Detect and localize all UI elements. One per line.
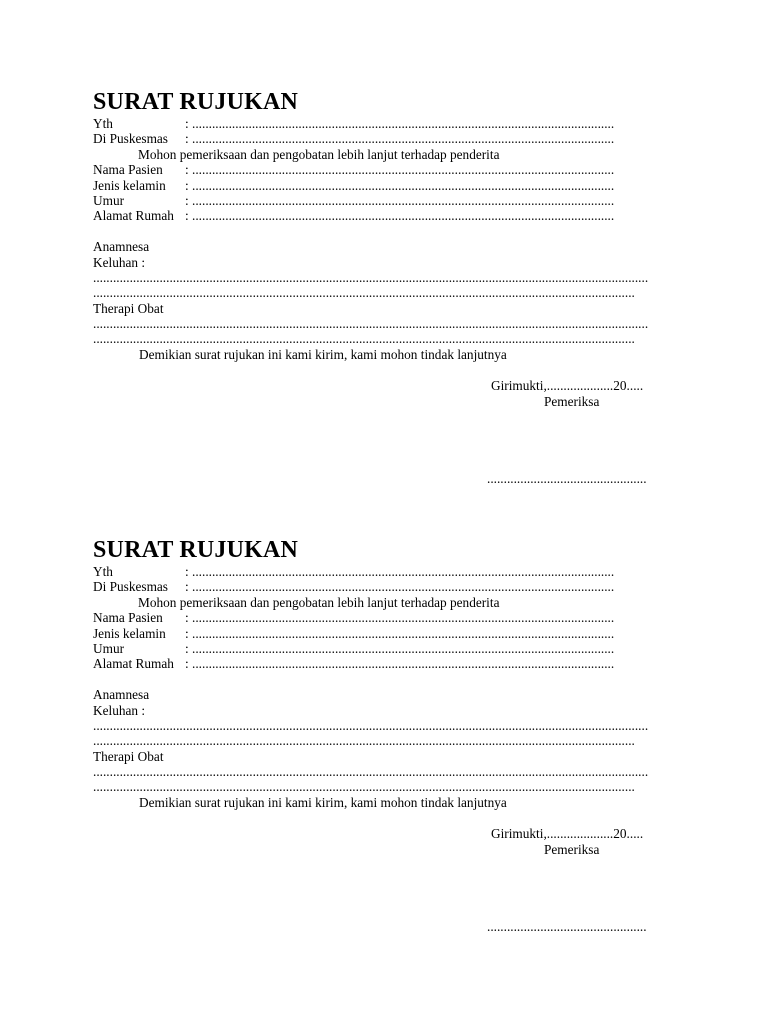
yth-label: Yth [93, 116, 113, 131]
form-title: SURAT RUJUKAN [93, 89, 299, 115]
keluhan-dots-1: ....................................................................................................................................................................... [93, 717, 649, 733]
jenis-dots: : ............................................................................................................................... [185, 177, 615, 193]
umur-dots: : ............................................................................................................................... [185, 192, 615, 208]
alamat-label: Alamat Rumah [93, 656, 174, 672]
umur-label: Umur [93, 640, 125, 656]
anamnesa-label: Anamnesa [93, 687, 150, 703]
field-jenis-kelamin [93, 626, 693, 641]
keluhan-dots-2: ................................................................................................................................................................... [93, 733, 635, 749]
field-yth [93, 116, 693, 131]
nama-label: Nama Pasien [93, 610, 163, 626]
keluhan-label: Keluhan : [93, 254, 146, 270]
jenis-dots: : ............................................................................................................................... [185, 625, 615, 641]
request-text: Mohon pemeriksaan dan pengobatan lebih lanjut terhadap penderita [138, 594, 500, 610]
field-nama-pasien [93, 162, 693, 177]
keluhan-dots-1: ....................................................................................................................................................................... [93, 269, 649, 285]
signature-line: ................................................ [487, 471, 647, 486]
puskesmas-label: Di Puskesmas [93, 131, 168, 147]
examiner-label: Pemeriksa [544, 394, 600, 409]
referral-form-1 [93, 88, 693, 486]
therapy-dots-1: ....................................................................................................................................................................... [93, 764, 649, 780]
examiner-label: Pemeriksa [544, 842, 600, 857]
field-umur [93, 641, 693, 656]
nama-dots: : ............................................................................................................................... [185, 610, 615, 626]
field-umur [93, 193, 693, 208]
signature-line: ................................................ [487, 919, 647, 934]
puskesmas-dots: : ............................................................................................................................... [185, 579, 615, 595]
closing-text: Demikian surat rujukan ini kami kirim, kami mohon tindak lanjutnya [139, 346, 507, 362]
nama-label: Nama Pasien [93, 162, 163, 178]
puskesmas-dots: : ............................................................................................................................... [185, 131, 615, 147]
field-nama-pasien [93, 610, 693, 625]
form-title: SURAT RUJUKAN [93, 537, 299, 563]
yth-dots: : ............................................................................................................................... [185, 564, 615, 579]
nama-dots: : ............................................................................................................................... [185, 162, 615, 178]
closing-text: Demikian surat rujukan ini kami kirim, kami mohon tindak lanjutnya [139, 794, 507, 810]
place-date: Girimukti,....................20..... [491, 826, 644, 841]
therapy-label: Therapi Obat [93, 748, 164, 764]
umur-dots: : ............................................................................................................................... [185, 640, 615, 656]
alamat-label: Alamat Rumah [93, 208, 174, 224]
field-jenis-kelamin [93, 178, 693, 193]
therapy-dots-2: ................................................................................................................................................................... [93, 331, 635, 347]
therapy-dots-1: ....................................................................................................................................................................... [93, 316, 649, 332]
puskesmas-label: Di Puskesmas [93, 579, 168, 595]
field-yth [93, 564, 693, 579]
field-puskesmas [93, 131, 693, 146]
yth-dots: : ............................................................................................................................... [185, 116, 615, 131]
field-puskesmas [93, 579, 693, 594]
referral-form-2 [93, 536, 693, 934]
field-alamat-rumah [93, 208, 693, 223]
jenis-label: Jenis kelamin [93, 177, 166, 193]
alamat-dots: : ............................................................................................................................... [185, 208, 615, 224]
alamat-dots: : ............................................................................................................................... [185, 656, 615, 672]
field-alamat-rumah [93, 656, 693, 671]
umur-label: Umur [93, 192, 125, 208]
place-date: Girimukti,....................20..... [491, 378, 644, 393]
therapy-dots-2: ................................................................................................................................................................... [93, 779, 635, 795]
jenis-label: Jenis kelamin [93, 625, 166, 641]
request-text: Mohon pemeriksaan dan pengobatan lebih lanjut terhadap penderita [138, 146, 500, 162]
keluhan-dots-2: ................................................................................................................................................................... [93, 285, 635, 301]
anamnesa-label: Anamnesa [93, 239, 150, 255]
therapy-label: Therapi Obat [93, 300, 164, 316]
keluhan-label: Keluhan : [93, 702, 146, 718]
yth-label: Yth [93, 564, 113, 579]
